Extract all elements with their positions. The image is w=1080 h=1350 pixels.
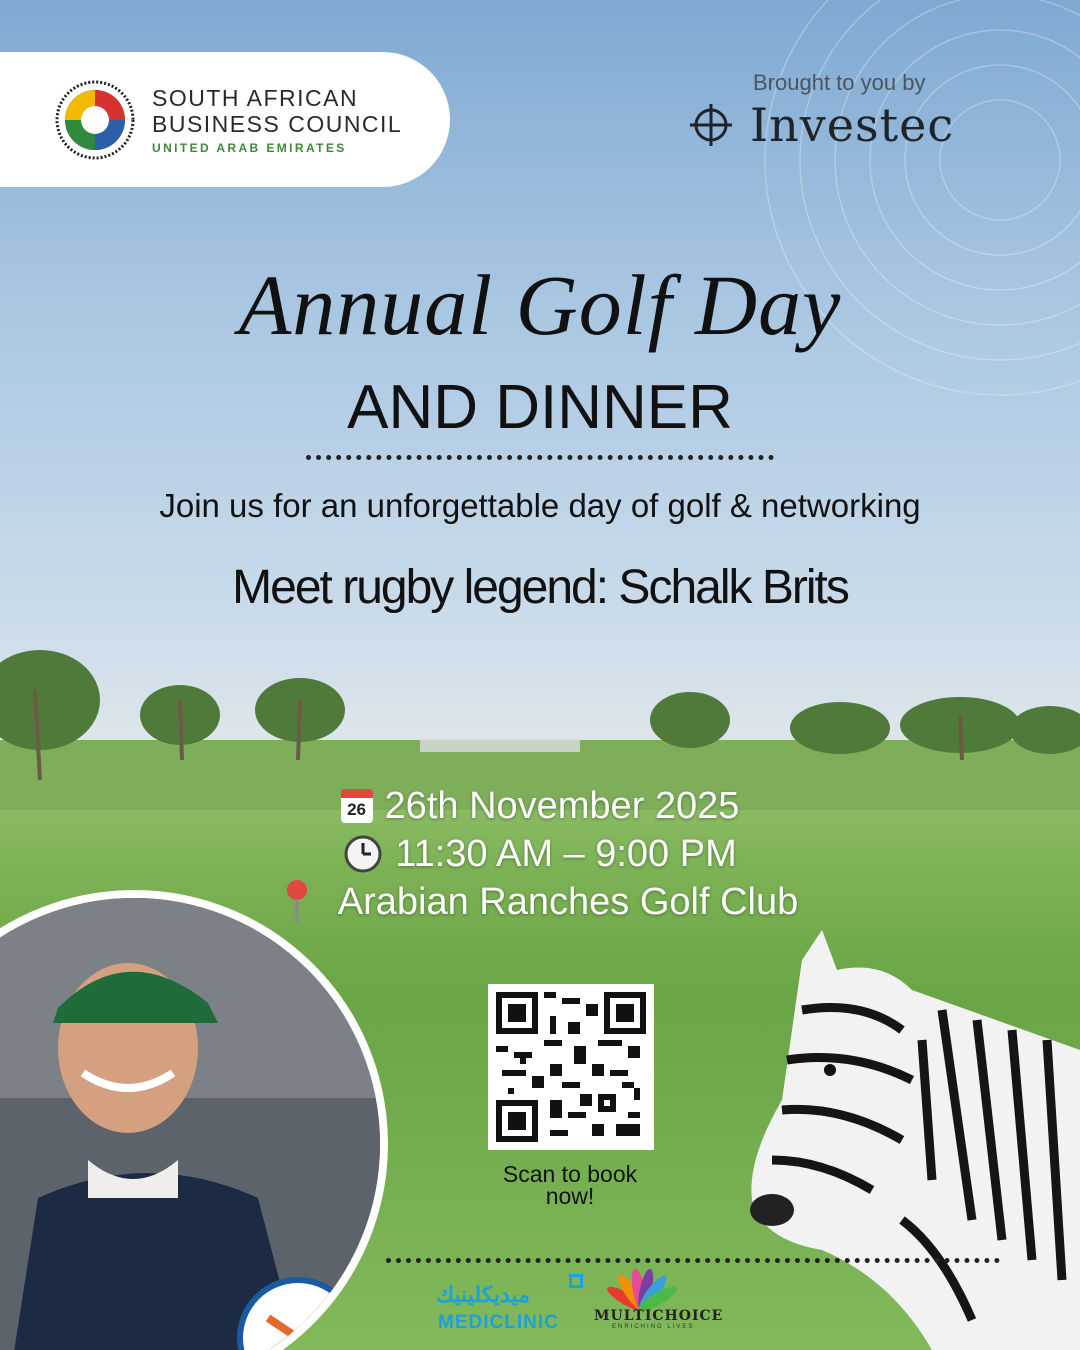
event-date-row <box>0 782 1080 830</box>
sponsor-name: Investec <box>750 98 955 152</box>
event-title: Annual Golf Day <box>238 257 842 353</box>
zebra-image <box>742 920 1080 1350</box>
location-pin-icon <box>282 879 312 925</box>
dotted-divider <box>306 455 774 460</box>
event-time-row <box>0 830 1080 878</box>
event-time: 11:30 AM – 9:00 PM <box>395 832 737 875</box>
sabc-emblem-icon <box>54 79 136 161</box>
organizer-line1: SOUTH AFRICAN <box>152 84 359 111</box>
qr-caption-line2: now! <box>545 1183 595 1209</box>
sponsor-prefix: Brought to you by <box>753 70 926 95</box>
organizer-line2: BUSINESS COUNCIL <box>152 110 403 137</box>
calendar-icon: 26 <box>341 789 373 823</box>
qr-pattern <box>496 992 646 1142</box>
mediclinic-arabic: ميديكلينيك <box>436 1282 530 1307</box>
qr-caption <box>470 1163 670 1207</box>
organizer-line3: UNITED ARAB EMIRATES <box>152 140 347 155</box>
event-subtitle: AND DINNER <box>347 373 733 442</box>
mediclinic-mark-icon <box>569 1274 583 1288</box>
organizer-name <box>152 85 402 155</box>
guest-announcement: Meet rugby legend: Schalk Brits <box>232 561 848 614</box>
crosshair-icon <box>688 102 734 148</box>
event-tagline: Join us for an unforgettable day of golf & networking <box>159 487 921 524</box>
multichoice-tagline: ENRICHING LIVES <box>612 1324 695 1330</box>
booking-qr-code[interactable] <box>488 984 654 1150</box>
event-date: 26th November 2025 <box>384 784 740 827</box>
sponsor-block <box>688 70 1008 152</box>
multichoice-flower-icon <box>594 1268 690 1310</box>
organizer-logo <box>0 52 450 187</box>
mediclinic-logo: MEDICLINIC <box>438 1312 559 1333</box>
multichoice-logo: MULTICHOICE <box>594 1308 724 1324</box>
clock-icon <box>343 834 383 874</box>
event-venue: Arabian Ranches Golf Club <box>337 880 799 923</box>
partner-logos <box>436 1268 724 1340</box>
qr-caption-line1: Scan to book <box>502 1161 638 1187</box>
footer-dotted-divider <box>386 1258 1000 1263</box>
